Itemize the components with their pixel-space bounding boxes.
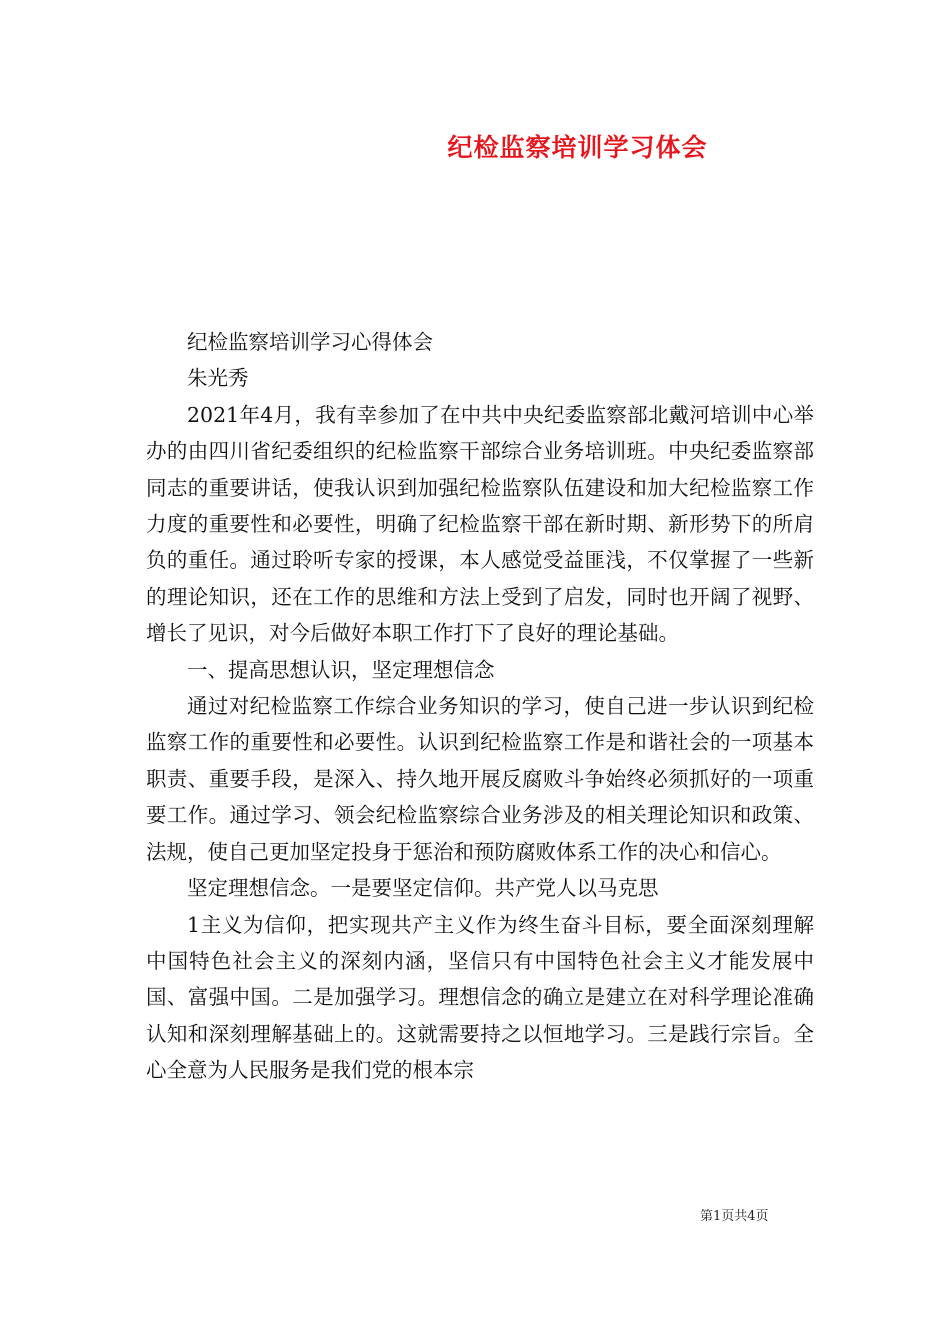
page-title: 纪检监察培训学习体会 [447, 133, 708, 162]
paragraph: 2021年4月，我有幸参加了在中共中央纪委监察部北戴河培训中心举办的由四川省纪委组织的纪检监察干部综合业务培训班。中央纪委监察部同志的重要讲话，使我认识到加强纪检监察队伍建设和加大纪检监察工作力度的重要性和必要性，明确了纪检监察干部在新时期、新形势下的所肩负的重任。通过聆听专家的授课，本人感觉受益匪浅，不仅掌握了一些新的理论知识，还在工作的思维和方法上受到了启发，同时也开阔了视野、增长了见识，对今后做好本职工作打下了良好的理论基础。 [146, 402, 814, 646]
document-subtitle: 纪检监察培训学习心得体会 [187, 330, 433, 354]
document-author: 朱光秀 [187, 366, 249, 391]
page-indicator: 第1页共4页 [700, 1209, 769, 1224]
section-heading: 一、提高思想认识，坚定理想信念 [187, 657, 495, 682]
paragraph: 1主义为信仰，把实现共产主义作为终生奋斗目标，要全面深刻理解中国特色社会主义的深刻内涵，坚信只有中国特色社会主义才能发展中国、富强中国。二是加强学习。理想信念的确立是建立在对科学理论准确认知和深刻理解基础上的。这就需要持之以恒地学习。三是践行宗旨。全心全意为人民服务是我们党的根本宗 [146, 912, 814, 1083]
document-body [146, 324, 814, 1089]
paragraph: 通过对纪检监察工作综合业务知识的学习，使自己进一步认识到纪检监察工作的重要性和必要性。认识到纪检监察工作是和谐社会的一项基本职责、重要手段，是深入、持久地开展反腐败斗争始终必须抓好的一项重要工作。通过学习、领会纪检监察综合业务涉及的相关理论知识和政策、法规，使自己更加坚定投身于惩治和预防腐败体系工作的决心和信心。 [146, 694, 814, 864]
paragraph: 坚定理想信念。一是要坚定信仰。共产党人以马克思 [187, 876, 659, 901]
